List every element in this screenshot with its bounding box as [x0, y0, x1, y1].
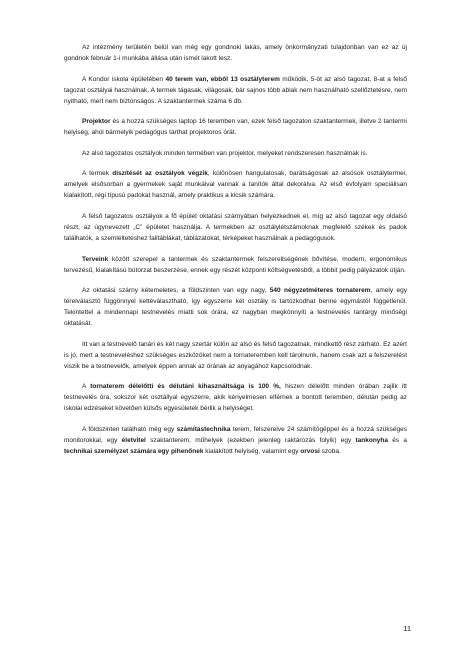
bold-text: tankonyha: [355, 436, 389, 444]
text-run: Az alsó tagozatos osztályok minden termében van projektor, melyeket rendszeresen használnak is.: [82, 149, 368, 157]
paragraph: [64, 285, 407, 329]
paragraph: [64, 116, 407, 138]
text-run: szoba.: [319, 447, 341, 455]
bold-text: 540 négyzetméteres tornaterem: [269, 287, 371, 295]
text-run: és a hozzá szükséges laptop 16 teremben van, ezek felső tagozaton szaktantermek, illetve 2 tantermi helyiség, ahol bármelyik pedagógus tarthat projektoros órát.: [64, 118, 407, 137]
text-run: és a: [388, 436, 408, 444]
text-run: hiszen délelőtt minden órában zajlik itt testnevelés óra, sokszor két osztállyal egyszerre, akik kényelmesen elférnek a bontott teremben, délután pedig az iskolai edzéseket követően külsős egyesületek bérlik a helyiséget.: [64, 383, 407, 413]
bold-text: életvitel: [121, 436, 146, 444]
text-run: A: [82, 383, 91, 391]
bold-text: tornaterem délelőtti és délutáni kihasználtsága is 100 %,: [90, 383, 281, 391]
document-body: [64, 42, 407, 457]
bold-text: technikai személyzet számára egy pihenőnek: [64, 447, 204, 455]
paragraph: [64, 42, 407, 64]
text-run: A termek: [82, 170, 113, 178]
text-run: között szerepel a tantermek és szaktantermek felszereltségének bővítése, modern, ergonómikus tervezésű, kialakítású bútorzat beszerzése, ennek egy részét központi költségvetésből, a többit pedig pályázatok útján.: [64, 255, 407, 274]
text-run: Az oktatási szárny kétemeletes, a földszinten van egy nagy,: [82, 287, 270, 295]
paragraph: [64, 211, 407, 244]
text-run: terem, felszerelve 24 számítógéppel és a hozzá szükséges monitorokkal, egy: [64, 425, 407, 444]
text-run: A földszinten található még egy: [82, 425, 177, 433]
text-run: A Kondor iskola épületében: [82, 75, 166, 83]
text-run: A felső tagozatos osztályok a fő épület oktatási szárnyában helyezkednek el, míg az alsó tagozat egy oldalsó részt, az úgynevezett „C” épületet használja. A termekben az osztálylétszámoknak megfelelő székek és padok találhatók, a szemléltetéshez falitáblákat, táblázatokat, térképeket használnak a pedagógusok.: [64, 212, 407, 242]
paragraph: [64, 254, 407, 276]
text-run: , különösen hangulatosak, barátságosak az alsósok osztálytermei, amelyek elsősorban a gyermekek saját munkáival vannak a tanítók által dekorálva. Az első évfolyam speciálisan kialakított, régi típusú padokat használ, amely praktikus a kicsik számára.: [64, 170, 407, 200]
paragraph: [64, 339, 407, 372]
bold-text: orvosi: [300, 447, 320, 455]
text-run: Itt van a testnevelő tanári és két nagy szertár külön az alsó és felső tagozatnak, mindkettő rész zárható. Ez azért is jó, mert a testneveléshez szükséges eszközöket nem a tornateremben kell tárolnunk, hanem csak azt a felszerelést viszik be a testnevelők, amelyek éppen annak az órának az anyagához kapcsolódnak.: [64, 340, 407, 370]
bold-text: Terveink: [82, 255, 109, 263]
bold-text: Projektor: [82, 118, 111, 126]
page-number: 11: [403, 624, 411, 633]
bold-text: díszítését az osztályok végzik: [112, 170, 208, 178]
text-run: működik, 5-öt az alsó tagozat, 8-at a felső tagozat osztályai használnak. A termek tágasak, világosak, bár sajnos több ablak nem használható szellőztetésre, nem nyitható, mert nem biztonságos. A szaktantermek száma 6 db.: [64, 75, 407, 105]
text-run: , amely egy térelválasztó függönnyel kettéválasztható, így egyszerre két osztály is tartózkodhat benne egymástól függetlenül. Tekintettel a mindennapi testnevelés miatti sok órára, ez nagyban megkönnyíti a testnevelés tantárgy minőségi oktatását.: [64, 287, 407, 328]
text-run: kialakított helyiség, valamint egy: [203, 447, 301, 455]
text-run: szaktanterem, műhelyek (ezekben jelenleg raktározás folyik) egy: [145, 436, 356, 444]
bold-text: 40 terem van, ebből 13 osztályterem: [165, 75, 280, 83]
paragraph: [64, 74, 407, 107]
paragraph: [64, 424, 407, 457]
paragraph: [64, 381, 407, 414]
paragraph: [64, 168, 407, 201]
paragraph: [64, 148, 407, 159]
text-run: Az intézmény területén belül van még egy gondnoki lakás, amely önkormányzati tulajdonban van ez az új gondnok február 1-i munkába állása után ismét lakott lesz.: [64, 44, 407, 62]
bold-text: számítástechnika: [176, 425, 231, 433]
